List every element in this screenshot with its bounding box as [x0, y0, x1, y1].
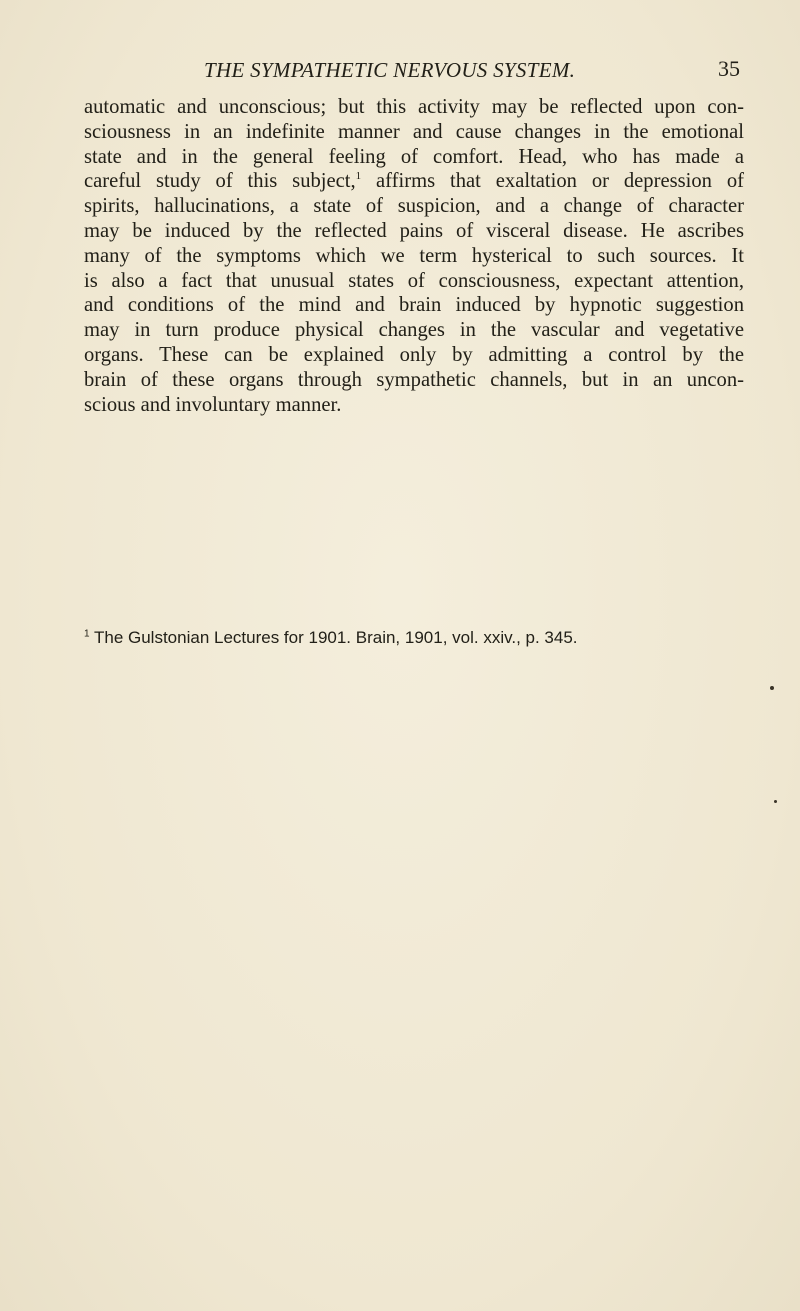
text-line-with-footnote-ref [84, 169, 744, 194]
text-line: automatic and unconscious; but this activity may be reflected upon con- [84, 96, 744, 118]
footnote-text: The Gulstonian Lectures for 1901. Brain, 1901, vol. xxiv., p. 345. [93, 628, 578, 647]
text-line: spirits, hallucinations, a state of suspicion, and a change of character [84, 195, 744, 218]
footnote [84, 628, 744, 648]
text-line: brain of these organs through sympathetic channels, but in an uncon- [84, 368, 744, 391]
text-line: many of the symptoms which we term hysterical to such sources. It [84, 244, 744, 267]
text-line: and conditions of the mind and brain induced by hypnotic suggestion [84, 294, 744, 317]
text-line: state and in the general feeling of comfort. Head, who has made a [84, 145, 744, 168]
text-line: may be induced by the reflected pains of visceral disease. He ascribes [84, 219, 744, 242]
paper-speck [774, 800, 777, 803]
text-line: may in turn produce physical changes in the vascular and vegetative [84, 319, 744, 342]
text-segment: affirms that exaltation or depression of [376, 170, 744, 193]
text-line: organs. These can be explained only by admitting a control by the [84, 343, 744, 366]
running-title: THE SYMPATHETIC NERVOUS SYSTEM. [204, 58, 576, 82]
footnote-reference: 1 [355, 170, 362, 183]
paper-speck [770, 686, 774, 690]
footnote-marker: 1 [84, 628, 90, 640]
body-paragraph [84, 95, 744, 417]
text-segment: careful study of this subject, [84, 170, 356, 193]
text-line: sciousness in an indefinite manner and cause changes in the emotional [84, 120, 744, 143]
text-line: is also a fact that unusual states of consciousness, expectant attention, [84, 269, 744, 292]
page-number: 35 [718, 56, 740, 81]
text-line: scious and involuntary manner. [84, 393, 342, 416]
running-head [84, 58, 740, 88]
